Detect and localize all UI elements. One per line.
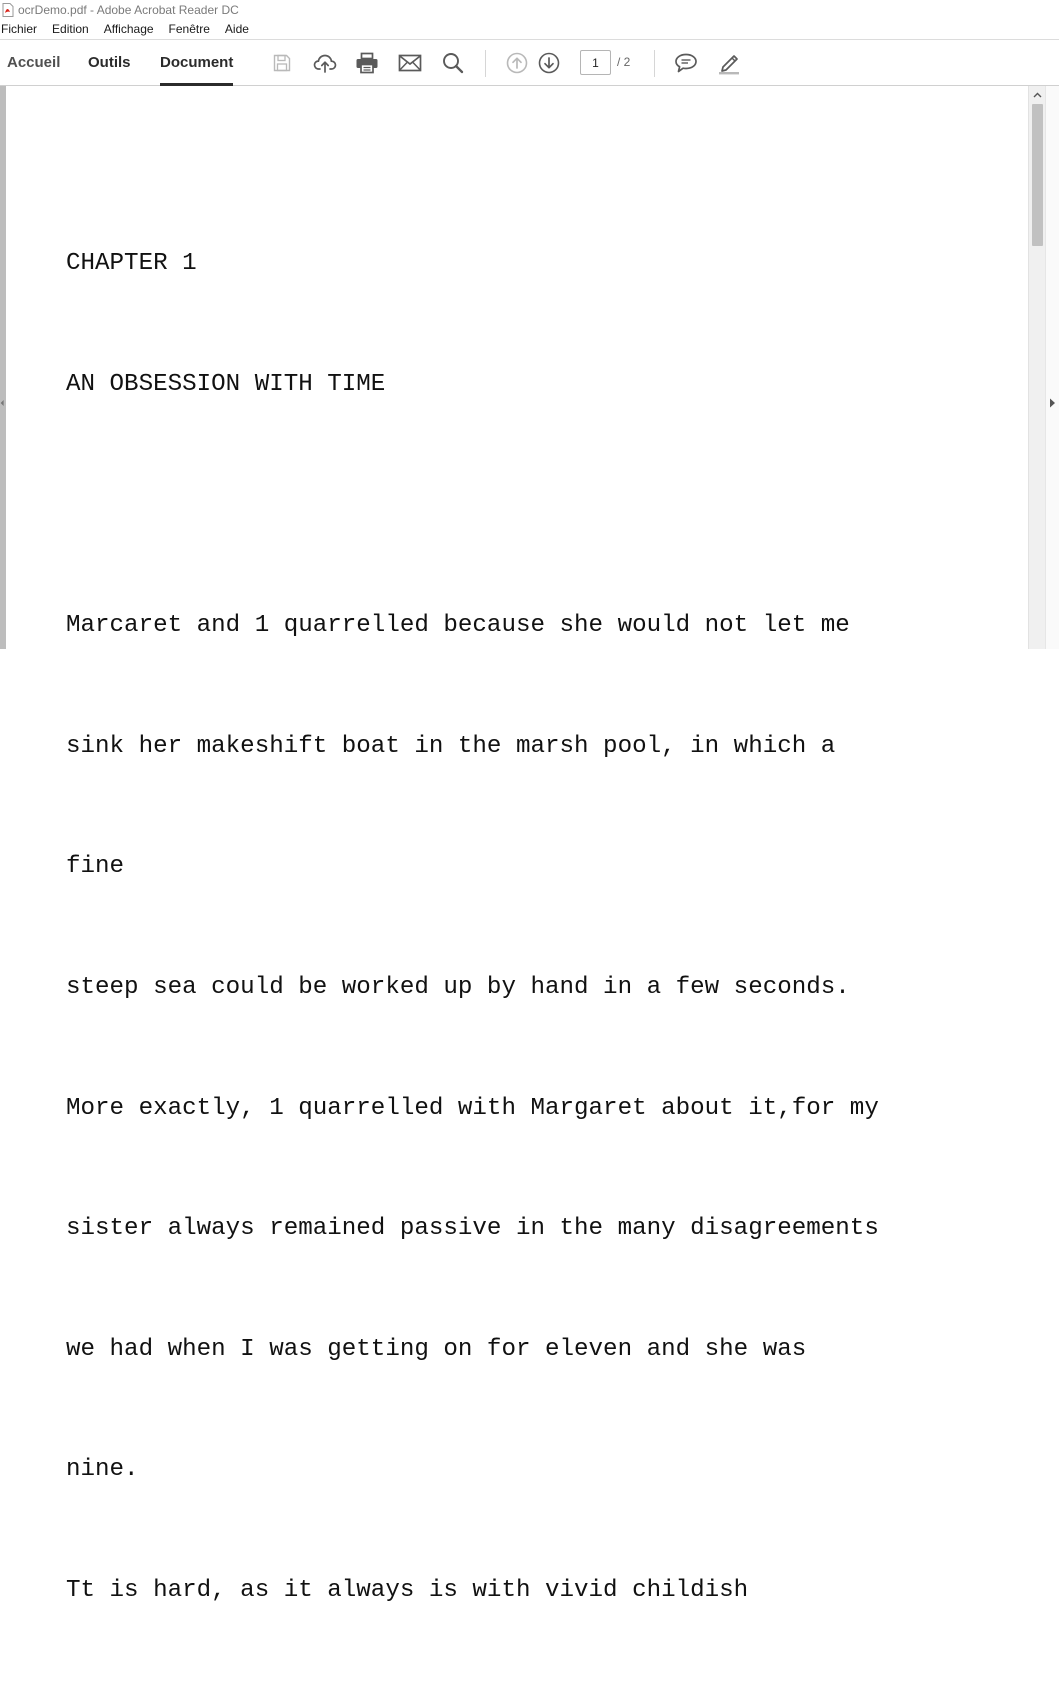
vertical-scrollbar[interactable] bbox=[1028, 86, 1045, 649]
toolbar-separator bbox=[654, 50, 655, 77]
scrollbar-thumb[interactable] bbox=[1032, 104, 1043, 246]
mail-icon bbox=[398, 53, 422, 73]
search-button[interactable] bbox=[441, 51, 465, 75]
email-button[interactable] bbox=[398, 51, 422, 75]
text-line: sink her makeshift boat in the marsh pool, in which a bbox=[66, 732, 836, 760]
text-line: AN OBSESSION WITH TIME bbox=[66, 371, 386, 398]
arrow-up-circle-icon bbox=[506, 52, 528, 74]
scroll-up-button[interactable] bbox=[1029, 86, 1045, 103]
text-line: fine bbox=[66, 853, 125, 881]
text-line: nine. bbox=[66, 1456, 139, 1484]
save-icon bbox=[272, 53, 292, 73]
page-total: / 2 bbox=[617, 55, 631, 69]
tab-tools[interactable]: Outils bbox=[88, 54, 131, 71]
arrow-down-circle-icon bbox=[538, 52, 560, 74]
text-line: More exactly, 1 quarrelled with Margaret about it,for my bbox=[66, 1094, 879, 1122]
fill-sign-button[interactable] bbox=[717, 51, 741, 75]
chevron-up-icon bbox=[1033, 92, 1042, 98]
text-line: CHAPTER 1 bbox=[66, 250, 197, 278]
cloud-upload-icon bbox=[313, 52, 337, 74]
print-button[interactable] bbox=[355, 51, 379, 75]
save-button[interactable] bbox=[270, 51, 294, 75]
text-line: Tt is hard, as it always is with vivid childish bbox=[66, 1576, 749, 1604]
main-toolbar bbox=[0, 39, 1059, 86]
comment-icon bbox=[674, 52, 698, 74]
pdf-page bbox=[6, 86, 1028, 1604]
text-line: steep sea could be worked up by hand in a few seconds. bbox=[66, 973, 850, 1001]
window-title: ocrDemo.pdf - Adobe Acrobat Reader DC bbox=[18, 2, 239, 17]
page-text bbox=[66, 164, 879, 1692]
toolbar-separator bbox=[485, 50, 486, 77]
previous-page-button[interactable] bbox=[505, 51, 529, 75]
text-line: we had when I was getting on for eleven and she was bbox=[66, 1335, 807, 1363]
menu-edition[interactable]: Edition bbox=[52, 22, 89, 36]
pen-sign-icon bbox=[717, 51, 741, 75]
tab-home[interactable]: Accueil bbox=[7, 54, 61, 71]
text-line: sister always remained passive in the many disagreements bbox=[66, 1215, 879, 1243]
menu-bar bbox=[0, 19, 1059, 39]
menu-aide[interactable]: Aide bbox=[224, 22, 249, 36]
page-number-input[interactable] bbox=[580, 50, 611, 75]
upload-button[interactable] bbox=[313, 51, 337, 75]
tab-document[interactable]: Document bbox=[160, 40, 233, 86]
menu-fenetre[interactable]: Fenêtre bbox=[168, 22, 210, 36]
menu-fichier[interactable]: Fichier bbox=[1, 22, 38, 36]
document-viewport bbox=[0, 86, 1059, 1604]
text-line: Marcaret and 1 quarrelled because she would not let me bbox=[66, 612, 850, 640]
collapse-left-icon[interactable] bbox=[0, 400, 5, 406]
pdf-file-icon bbox=[2, 3, 14, 17]
comment-button[interactable] bbox=[674, 51, 698, 75]
menu-affichage[interactable]: Affichage bbox=[103, 22, 154, 36]
search-icon bbox=[442, 52, 464, 74]
next-page-button[interactable] bbox=[537, 51, 561, 75]
expand-right-pane-icon[interactable] bbox=[1049, 398, 1056, 408]
title-bar bbox=[0, 0, 1059, 19]
text-line bbox=[66, 486, 879, 526]
right-pane-toggle[interactable] bbox=[1045, 86, 1059, 649]
print-icon bbox=[355, 52, 379, 74]
